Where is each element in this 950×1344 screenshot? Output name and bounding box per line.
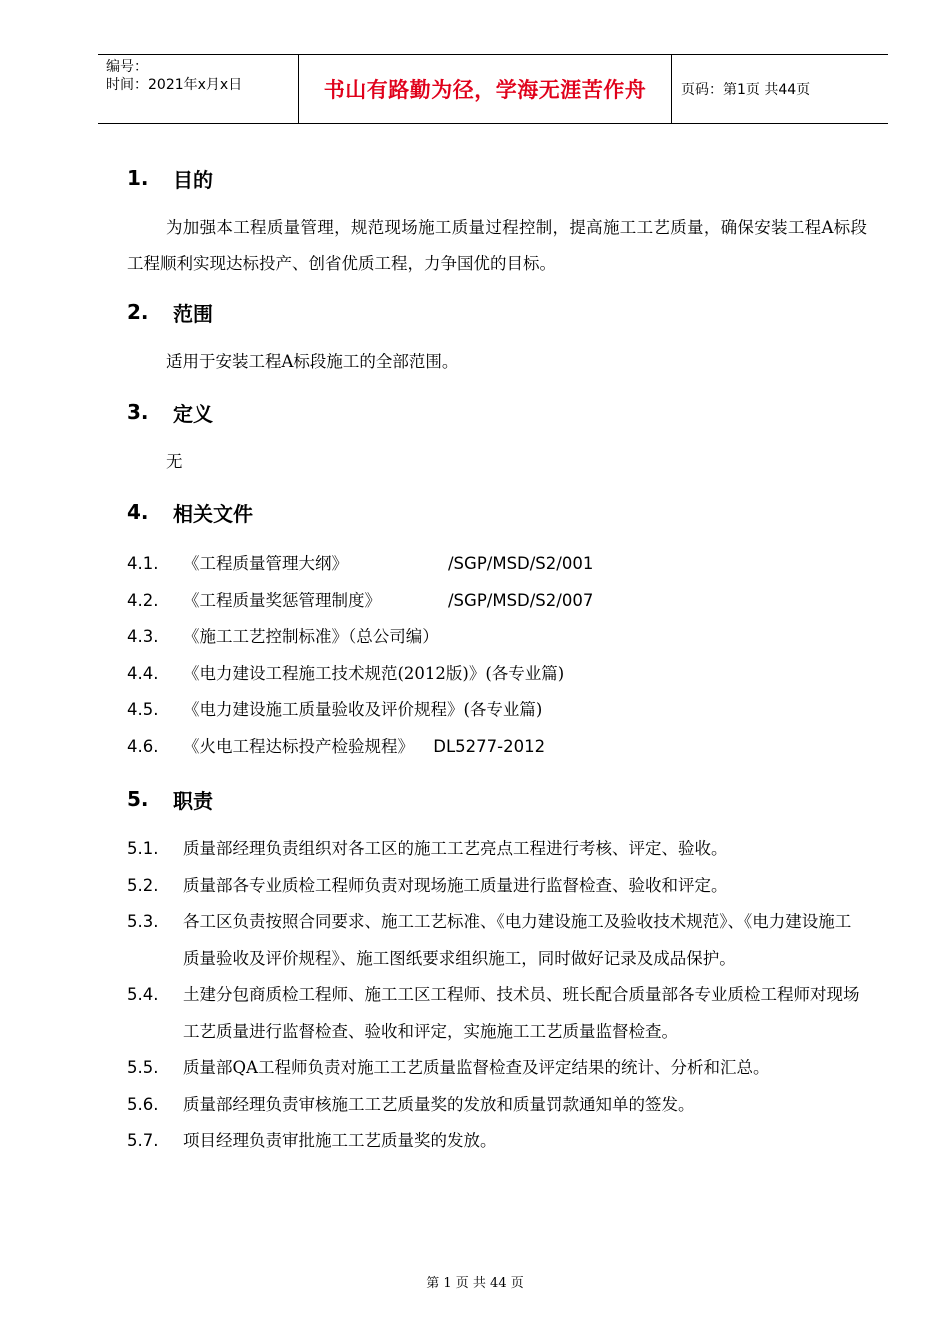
- document-title: 《工程质量奖惩管理制度》: [183, 590, 381, 610]
- item-text: 质量部QA工程师负责对施工工艺质量监督检查及评定结果的统计、分析和汇总。: [183, 1058, 770, 1077]
- document-title: 《电力建设施工质量验收及评价规程》(各专业篇): [183, 700, 543, 719]
- list-item: [127, 729, 867, 766]
- section-title: 范围: [173, 301, 213, 326]
- list-item: [127, 619, 867, 656]
- item-number: 5.1.: [127, 839, 159, 858]
- related-docs-list: [127, 546, 867, 765]
- item-number: 5.6.: [127, 1094, 159, 1114]
- header-motto-cell: [299, 55, 672, 123]
- list-item: [127, 583, 867, 620]
- list-item: [127, 1087, 867, 1124]
- section-heading-related-docs: [127, 492, 867, 532]
- document-title: 《工程质量管理大纲》: [183, 554, 348, 573]
- document-title: 《施工工艺控制标准》（总公司编）: [183, 627, 439, 646]
- section-title: 相关文件: [173, 501, 253, 526]
- responsibilities-list: [127, 831, 867, 1160]
- document-number-label: 编号：: [106, 59, 148, 75]
- page-header: [98, 54, 888, 124]
- document-time-label: 时间：2021年x月x日: [106, 77, 243, 93]
- item-number: 4.6.: [127, 736, 159, 756]
- list-item: [127, 868, 867, 905]
- section-number: 3.: [127, 400, 149, 424]
- section-number: 4.: [127, 500, 149, 524]
- list-item: [127, 656, 867, 693]
- section-title: 职责: [173, 788, 213, 813]
- document-title: 《火电工程达标投产检验规程》: [183, 736, 420, 756]
- section-title: 目的: [173, 167, 213, 192]
- header-page-cell: [672, 55, 888, 123]
- list-item: [127, 977, 867, 1050]
- item-number: 4.1.: [127, 554, 159, 573]
- section-number: 5.: [127, 787, 149, 811]
- item-number: 4.2.: [127, 590, 159, 610]
- item-number: 5.7.: [127, 1131, 159, 1150]
- list-item: [127, 692, 867, 729]
- document-code: /SGP/MSD/S2/001: [448, 554, 594, 573]
- section-heading-responsibilities: [127, 779, 867, 819]
- header-motto: 书山有路勤为径，学海无涯苦作舟: [323, 78, 647, 102]
- document-code: /SGP/MSD/S2/007: [448, 590, 594, 610]
- item-text: 质量部经理负责组织对各工区的施工工艺亮点工程进行考核、评定、验收。: [183, 839, 728, 858]
- section-heading-purpose: [127, 158, 867, 198]
- item-text: 质量部各专业质检工程师负责对现场施工质量进行监督检查、验收和评定。: [183, 875, 728, 895]
- list-item: [127, 831, 867, 868]
- item-number: 4.4.: [127, 663, 159, 683]
- item-text: 质量部经理负责审核施工工艺质量奖的发放和质量罚款通知单的签发。: [183, 1094, 695, 1114]
- item-number: 5.5.: [127, 1058, 159, 1077]
- list-item: [127, 1050, 867, 1087]
- document-body: [127, 158, 867, 1160]
- section-number: 1.: [127, 166, 149, 190]
- section-paragraph: 为加强本工程质量管理，规范现场施工质量过程控制，提高施工工艺质量，确保安装工程A标段工程顺利实现达标投产、创省优质工程，力争国优的目标。: [127, 218, 867, 273]
- document-code: DL5277-2012: [433, 736, 546, 756]
- list-item: [127, 546, 867, 583]
- section-heading-definition: [127, 392, 867, 432]
- item-number: 4.3.: [127, 627, 159, 646]
- item-number: 4.5.: [127, 700, 159, 719]
- document-title: 《电力建设工程施工技术规范(2012版)》(各专业篇): [183, 663, 565, 683]
- item-text: 各工区负责按照合同要求、施工工艺标准、《电力建设施工及验收技术规范》、《电力建设施工质量验收及评价规程》、施工图纸要求组织施工，同时做好记录及成品保护。: [183, 912, 852, 968]
- list-item: [127, 904, 867, 977]
- section-paragraph: 适用于安装工程A标段施工的全部范围。: [166, 352, 459, 371]
- item-text: 土建分包商质检工程师、施工工区工程师、技术员、班长配合质量部各专业质检工程师对现场工艺质量进行监督检查、验收和评定，实施施工工艺质量监督检查。: [183, 985, 860, 1041]
- page-footer: 第 1 页 共 44 页: [426, 1276, 524, 1291]
- header-meta: [98, 55, 299, 123]
- list-item: [127, 1123, 867, 1160]
- header-page-label: 页码：第1页 共44页: [681, 82, 811, 98]
- item-number: 5.2.: [127, 875, 159, 895]
- section-number: 2.: [127, 300, 149, 324]
- item-text: 项目经理负责审批施工工艺质量奖的发放。: [183, 1131, 497, 1150]
- item-number: 5.3.: [127, 912, 159, 931]
- section-heading-scope: [127, 292, 867, 332]
- section-title: 定义: [173, 401, 213, 426]
- section-paragraph: 无: [166, 452, 183, 471]
- item-number: 5.4.: [127, 985, 159, 1004]
